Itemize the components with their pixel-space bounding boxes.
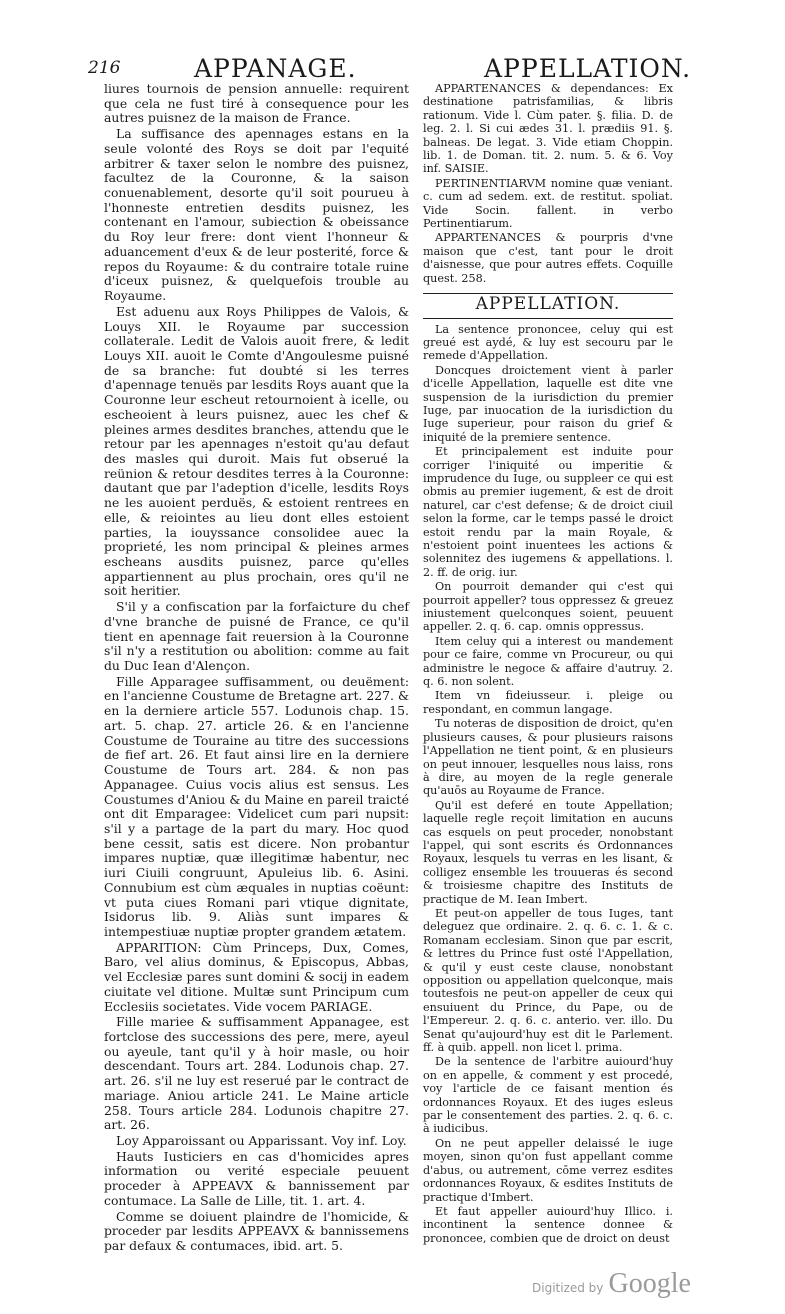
header-right-title: APPELLATION. [484, 54, 692, 83]
paragraph: Item celuy qui a interest ou mandement pour ce faire, comme vn Procureur, ou qui administre le negoce & affaire d'autruy. 2. q. 6. non solent. [423, 634, 673, 689]
header-left-title: APPANAGE. [194, 54, 357, 83]
paragraph: La sentence prononcee, celuy qui est greué est aydé, & luy est secouru par le remede d'Appellation. [423, 322, 673, 363]
watermark-brand: Google [608, 1268, 691, 1299]
paragraph: Qu'il est deferé en toute Appellation; laquelle regle reçoit limitation en aucuns cas esquels on peut proceder, nonobstant l'appel, qui sont escrits és Ordonnances Royaux, lesquels tu verras en les lisant, & colligez ensemble les trouueras és second & troisiesme chapitre des Instituts de practique de M. Iean Imbert. [423, 798, 673, 906]
page-number: 216 [88, 58, 121, 78]
watermark-prefix: Digitized by [532, 1281, 604, 1295]
paragraph: Tu noteras de disposition de droict, qu'en plusieurs causes, & pour plusieurs raisons l'Appellation ne tient point, & en plusieurs on peut innouer, lesquelles nous laiss, rons à dire, au moyen de la regle generale qu'auōs au Royaume de France. [423, 717, 673, 798]
paragraph: liures tournois de pension annuelle: requirent que cela ne fust tiré à consequence pour les autres puisnez de la maison de France. [104, 81, 409, 126]
paragraph: La suffisance des apennages estans en la seule volonté des Roys se doit par l'equité arbitrer & taxer selon le nombre des puisnez, facultez de la Couronne, & la saison conuenablement, desorte qu'il soit pourueu à l'honneste entretien desdits puisnez, les contenant en l'amour, subiection & obeissance du Roy leur frere: dont vient l'honneur & aduancement d'eux & de leur posterité, force & repos du Royaume: & du contraire totale ruine d'iceux puisnez, & quelquefois trouble au Royaume. [104, 126, 409, 304]
paragraph: APPARITION: Cùm Princeps, Dux, Comes, Baro, vel alius dominus, & Episcopus, Abbas, vel Ecclesiæ pares sunt domini & socij in eadem ciuitate vel ditione. Multæ sunt Principum cum Ecclesiis societates. Vide vocem PARIAGE. [104, 939, 409, 1014]
paragraph: On pourroit demander qui c'est qui pourroit appeller? tous oppressez & greuez iniustement quelconques soient, peuuent appeller. 2. q. 6. cap. omnis oppressus. [423, 580, 673, 634]
paragraph: Item vn fideiusseur. i. pleige ou respondant, en commun langage. [423, 689, 673, 716]
paragraph: PERTINENTIARVM nomine quæ veniant. c. cum ad sedem. ext. de restitut. spoliat. Vide Socin. fallent. in verbo Pertinentiarum. [423, 176, 673, 231]
paragraph: Hauts Iusticiers en cas d'homicides apres information ou verité especiale peuuent proceder à APPEAVX & bannissement par contumace. La Salle de Lille, tit. 1. art. 4. [104, 1148, 409, 1208]
paragraph: Fille Apparagee suffisamment, ou deuëment: en l'ancienne Coustume de Bretagne art. 227. & en la derniere article 557. Lodunois chap. 15. art. 5. chap. 27. article 26. & en l'ancienne Coustume de Touraine au titre des successions de fief art. 26. Et faut ainsi lire en la derniere Coustume de Tours art. 284. & non pas Appanagee. Cuius vocis alius est sensus. Les Coustumes d'Aniou & du Maine en pareil traicté ont dit Emparagee: Videlicet cum pari nupsit: s'il y a partage de la part du mary. Hoc quod bene cessit, satis est dicere. Non probantur impares nuptiæ, quæ illegitimæ habentur, nec iuri Ciuili congruunt, Apuleius lib. 6. Asini. Connubium est cùm æquales in nuptias coëunt: vt puta ciues Romani pari vtique dignitate, Isidorus lib. 9. Aliàs sunt impares & intempestiuæ nuptiæ propter grandem ætatem. [104, 673, 409, 939]
paragraph: Loy Apparoissant ou Apparissant. Voy inf. Loy. [116, 1133, 407, 1149]
paragraph: Et peut-on appeller de tous Iuges, tant deleguez que ordinaire. 2. q. 6. c. 1. & c. Romanam ecclesiam. Sinon que par escrit, & lettres du Prince fust osté l'Appellation, & qu'il y eust ceste clause, nonobstant opposition ou appellation quelconque, mais toutesfois ne peut-on appeller de ceux qui ensuiuent du Prince, du Pape, ou de l'Empereur. 2. q. 6. c. anterio. ver. illo. Du Senat qu'aujourd'huy est dit le Parlement. ff. à quib. appell. non licet l. prima. [423, 906, 673, 1055]
paragraph: De la sentence de l'arbitre auiourd'huy on en appelle, & comment y est procedé, voy l'article de ce faisant mention és ordonnances Royaux. Et des iuges esleus par le consentement des parties. 2. q. 6. c. à iudicibus. [423, 1055, 673, 1136]
paragraph: APPARTENANCES & dependances: Ex destinatione patrisfamilias, & libris rationum. Vide l. Cùm pater. §. filia. D. de leg. 2. l. Si cui ædes 31. l. prædiis 91. §. balneas. De legat. 3. Vide etiam Choppin. lib. 1. de Doman. tit. 2. num. 5. & 6. Voy inf. SAISIE. [423, 82, 673, 176]
paragraph: APPARTENANCES & pourpris d'vne maison que c'est, tant pour le droit d'aisnesse, que pour autres effets. Coquille quest. 258. [423, 231, 673, 285]
paragraph: Fille mariee & suffisamment Appanagee, est fortclose des successions des pere, mere, ayeul ou ayeule, tant qu'il y à hoir masle, ou hoir descendant. Tours art. 284. Lodunois chap. 27. art. 26. s'il ne luy est reserué par le contract de mariage. Aniou article 241. Le Maine article 258. Tours article 284. Lodunois chapitre 27. art. 26. [104, 1014, 409, 1133]
left-column [104, 82, 409, 1255]
section-title: APPELLATION. [423, 293, 673, 318]
right-column [423, 82, 673, 1246]
paragraph: Et principalement est induite pour corriger l'iniquité ou imperitie & imprudence du Iuge, ou suppleer ce qui est obmis au premier iugement, & est de droit naturel, car c'est defense; & de droict ciuil selon la forme, car le temps passé le droict estoit rendu par la main Royale, & n'estoient point inuentees les actions & solennitez des iugemens & appellations. l. 2. ff. de orig. iur. [423, 445, 673, 579]
paragraph: Doncques droictement vient à parler d'icelle Appellation, laquelle est dite vne suspension de la iurisdiction du premier Iuge, par inuocation de la iurisdiction du Iuge superieur, pour raison du grief & iniquité de la premiere sentence. [423, 363, 673, 444]
paragraph: Est aduenu aux Roys Philippes de Valois, & Louys XII. le Royaume par succession collaterale. Ledit de Valois auoit frere, & ledit Louys XII. auoit le Comte d'Angoulesme puisné de sa branche: fut doubté si les terres d'apennage tenuës par lesdits Roys auant que la Couronne leur escheut retournoient à icelle, ou escheoient à leurs puisnez, auec les chef & pleines armes desdites branches, attendu que le retour par les apennages n'estoit qu'au defaut des masles qui duroit. Mais fut obserué la reünion & retour desdites terres à la Couronne: dautant que par l'adeption d'icelle, lesdits Roys ne les auoient perduës, & estoient rentrees en elle, & reiointes au lieu dont elles estoient parties, la iouyssance consolidee auec la proprieté, les nom principal & pleines armes escheans ausdits puisnez, parce qu'elles appartiennent au plus prochain, ores qu'il ne soit heritier. [104, 303, 409, 599]
paragraph: S'il y a confiscation par la forfaicture du chef d'vne branche de puisné de France, ce qu'il tient en apennage fait reuersion à la Couronne s'il n'y a restitution ou abolition: comme au fait du Duc Iean d'Alençon. [104, 599, 409, 674]
google-watermark [532, 1268, 691, 1300]
paragraph: Comme se doiuent plaindre de l'homicide, & proceder par lesdits APPEAVX & bannissemens par defaux & contumaces, ibid. art. 5. [104, 1208, 409, 1254]
paragraph: Et faut appeller auiourd'huy Illico. i. incontinent la sentence donnee & prononcee, combien que de droict on deust [423, 1204, 673, 1245]
paragraph: On ne peut appeller delaissé le iuge moyen, sinon qu'on fust appellant comme d'abus, ou autrement, cōme verrez esdites ordonnances Royaux, & esdites Instituts de practique d'Imbert. [423, 1136, 673, 1204]
